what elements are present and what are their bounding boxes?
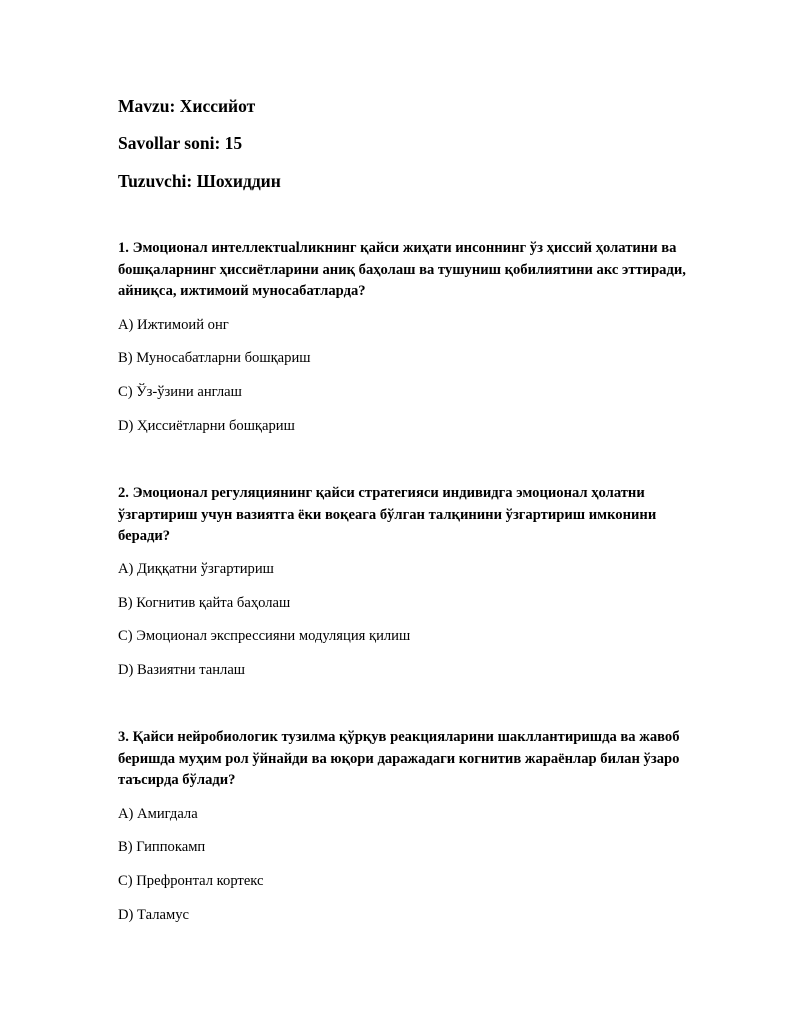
question-3-option-d: D) Таламус (118, 907, 189, 923)
question-1-option-c: C) Ўз-ўзини англаш (118, 384, 242, 400)
question-1-option-a: A) Ижтимоий онг (118, 317, 229, 333)
question-2-option-d: D) Вазиятни танлаш (118, 662, 246, 678)
question-3-option-b: B) Гиппокамп (118, 839, 206, 855)
question-1 (118, 238, 688, 303)
topic-heading: Mavzu: Хиссийот (118, 96, 256, 116)
question-1-option-b: B) Муносабатларни бошқариш (118, 350, 311, 366)
question-1-option-d: D) Ҳиссиётларни бошқариш (118, 418, 295, 434)
question-2-text: 2. Эмоционал регуляциянинг қайси стратегияси индивидга эмоционал ҳолатни ўзгартириш учун вазиятга ёки воқеага бўлган талқинини ўзгартириш имконини беради? (118, 485, 657, 544)
question-3-option-a: A) Амигдала (118, 806, 198, 822)
question-2-option-a: A) Диққатни ўзгартириш (118, 561, 274, 577)
question-count-heading: Savollar soni: 15 (118, 133, 243, 153)
question-3-option-c: C) Префронтал кортекс (118, 873, 264, 889)
question-1-text: 1. Эмоционал интеллектualликнинг қайси жиҳати инсоннинг ўз ҳиссий ҳолатини ва бошқаларнинг ҳиссиётларини аниқ баҳолаш ва тушуниш қобилиятини акс эттиради, айниқса, ижтимоий муносабатларда? (118, 240, 686, 299)
question-2-option-c: C) Эмоционал экспрессияни модуляция қилиш (118, 628, 411, 644)
author-heading: Tuzuvchi: Шохиддин (118, 171, 281, 191)
question-3 (118, 727, 688, 792)
question-3-text: 3. Қайси нейробиологик тузилма қўрқув реакцияларини шакллантиришда ва жавоб беришда муҳим рол ўйнайди ва юқори даражадаги когнитив жараёнлар билан ўзаро таъсирда бўлади? (118, 729, 680, 788)
question-2-option-b: B) Когнитив қайта баҳолаш (118, 595, 291, 611)
question-2 (118, 483, 688, 548)
